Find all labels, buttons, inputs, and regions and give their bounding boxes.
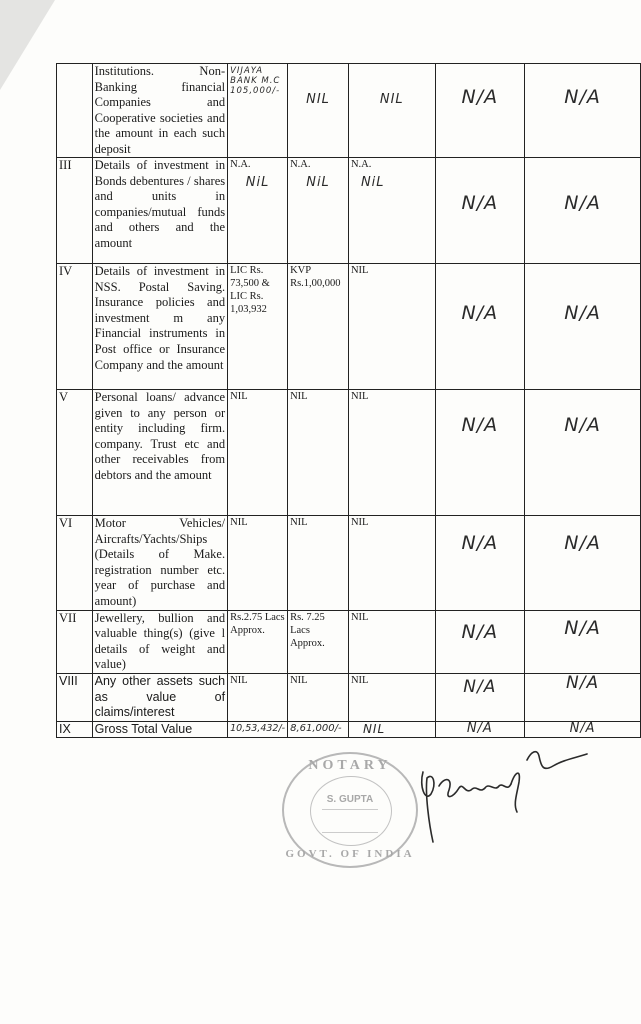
typed-huf-value: NIL [350, 611, 369, 623]
row-number: IX [57, 721, 93, 738]
dependent2-value [525, 390, 641, 516]
handwritten-dependent2-value: N/A [566, 672, 600, 693]
dependent1-value [435, 264, 525, 390]
table-row [57, 516, 641, 611]
handwritten-dependent2-value: N/A [564, 302, 601, 324]
handwritten-dependent1-value: N/A [461, 86, 499, 108]
spouse-value [288, 610, 349, 673]
row-number: V [57, 390, 93, 516]
huf-value [348, 673, 435, 721]
typed-self-value: N.A. [230, 159, 251, 170]
handwritten-dependent2-value: N/A [564, 616, 601, 639]
self-value [228, 158, 288, 264]
typed-self-value: NIL [230, 674, 248, 686]
spouse-value [288, 158, 349, 264]
dependent2-value [525, 158, 641, 264]
row-number: III [57, 158, 93, 264]
handwritten-dependent2-value: N/A [564, 414, 601, 436]
handwritten-dependent1-value: N/A [461, 414, 499, 436]
typed-huf-value: NIL [350, 674, 369, 686]
row-description: Jewellery, bullion and valuable thing(s) (give l details of weight and value) [92, 610, 227, 673]
dependent2-value [525, 264, 641, 390]
spouse-value [288, 264, 349, 390]
table-row [57, 721, 641, 738]
self-value [228, 64, 288, 158]
stamp-bottom-text: GOVT. OF INDIA [285, 848, 415, 860]
typed-self-value: NIL [230, 391, 248, 402]
typed-huf-value: N.A. [350, 159, 372, 170]
handwritten-huf-value: NiL [360, 175, 385, 190]
row-description: Details of investment in Bonds debentures / shares and units in companies/mutual funds and others and the amount [92, 158, 227, 264]
typed-huf-value: NIL [350, 517, 369, 528]
handwritten-spouse-value: NIL [306, 92, 330, 107]
dependent1-value [435, 64, 525, 158]
stamp-name-text: S. GUPTA [326, 794, 374, 805]
huf-value [348, 610, 435, 673]
row-description: Personal loans/ advance given to any person or entity including firm. company. Trust etc and other receivables from debtors and the amount [92, 390, 227, 516]
huf-value [348, 390, 435, 516]
dependent1-value [435, 673, 525, 721]
huf-value [348, 64, 435, 158]
scan-corner-shadow [0, 0, 55, 90]
spouse-value [288, 721, 349, 738]
table-row [57, 264, 641, 390]
stamp-detail-lines [322, 809, 378, 833]
signature [415, 742, 595, 852]
self-value [228, 390, 288, 516]
spouse-value [288, 673, 349, 721]
handwritten-spouse-value: 8,61,000/- [290, 722, 342, 734]
huf-value [348, 516, 435, 611]
handwritten-spouse-value: NiL [306, 175, 330, 190]
handwritten-dependent1-value: N/A [461, 620, 499, 643]
row-description: Motor Vehicles/ Aircrafts/Yachts/Ships (Details of Make. registration number etc. year of purchase and amount) [92, 516, 227, 611]
handwritten-self-value: 10,53,432/- [230, 722, 286, 734]
stamp-top-text: NOTARY [308, 758, 392, 773]
self-value [228, 673, 288, 721]
dependent1-value [435, 516, 525, 611]
spouse-value [288, 390, 349, 516]
handwritten-dependent2-value: N/A [564, 86, 601, 108]
row-description: Any other assets such as value of claims/interest [92, 673, 227, 721]
handwritten-dependent2-value: N/A [569, 720, 596, 736]
table-row [57, 158, 641, 264]
handwritten-dependent1-value: N/A [461, 302, 499, 324]
typed-self-value: NIL [230, 517, 248, 528]
dependent2-value [525, 516, 641, 611]
notary-stamp [282, 752, 418, 868]
huf-value [348, 264, 435, 390]
typed-spouse-value: KVP Rs.1,00,000 [290, 265, 341, 289]
dependent2-value [525, 610, 641, 673]
dependent1-value [435, 390, 525, 516]
dependent2-value [525, 673, 641, 721]
dependent2-value [525, 721, 641, 738]
handwritten-dependent1-value: N/A [463, 676, 497, 697]
handwritten-huf-value: NIL [362, 721, 386, 736]
assets-declaration-table [56, 63, 641, 738]
spouse-value [288, 516, 349, 611]
typed-spouse-value: N.A. [290, 159, 311, 170]
row-number: VII [57, 610, 93, 673]
row-description: Gross Total Value [92, 721, 227, 738]
handwritten-huf-value: NIL [379, 92, 404, 107]
dependent1-value [435, 610, 525, 673]
typed-self-value: Rs.2.75 Lacs Approx. [230, 611, 285, 636]
table-row [57, 673, 641, 721]
typed-huf-value: NIL [350, 391, 369, 402]
row-number: VI [57, 516, 93, 611]
handwritten-dependent1-value: N/A [461, 532, 499, 554]
self-value [228, 264, 288, 390]
spouse-value [288, 64, 349, 158]
handwritten-dependent1-value: N/A [461, 192, 499, 214]
row-description: Institutions. Non-Banking financial Companies and Cooperative societies and the amount in each such deposit [92, 64, 227, 158]
dependent2-value [525, 64, 641, 158]
typed-spouse-value: NIL [290, 674, 308, 686]
table-row [57, 64, 641, 158]
dependent1-value [435, 158, 525, 264]
row-number [57, 64, 93, 158]
handwritten-dependent2-value: N/A [564, 192, 601, 214]
row-number: IV [57, 264, 93, 390]
typed-self-value: LIC Rs. 73,500 & LIC Rs. 1,03,932 [230, 265, 270, 315]
self-value [228, 516, 288, 611]
table-row [57, 610, 641, 673]
dependent1-value [435, 721, 525, 738]
self-value [228, 721, 288, 738]
row-number: VIII [57, 673, 93, 721]
row-description: Details of investment in NSS. Postal Saving. Insurance policies and investment m any Financial instruments in Post office or Insurance Company and the amount [92, 264, 227, 390]
handwritten-dependent1-value: N/A [466, 720, 493, 736]
typed-spouse-value: NIL [290, 391, 308, 402]
table-row [57, 390, 641, 516]
handwritten-self-value: VIJAYA BANK M.C 105,000/- [230, 66, 281, 96]
typed-spouse-value: Rs. 7.25 Lacs Approx. [290, 611, 325, 649]
huf-value [348, 721, 435, 738]
handwritten-dependent2-value: N/A [564, 532, 601, 554]
typed-huf-value: NIL [350, 265, 369, 276]
self-value [228, 610, 288, 673]
huf-value [348, 158, 435, 264]
handwritten-self-value: NiL [245, 175, 270, 190]
typed-spouse-value: NIL [290, 517, 308, 528]
